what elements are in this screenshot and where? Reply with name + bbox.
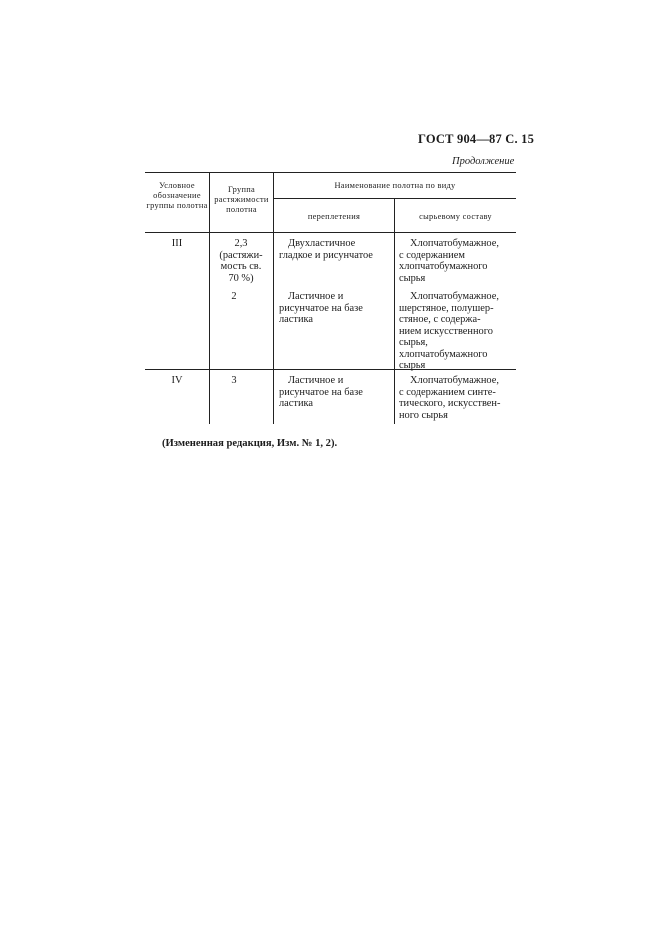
row1-weave: Двухластичное гладкое и рисунчатое (279, 238, 373, 261)
row2-raw: Хлопчатобумажное, шерстяное, полушер- стяное, с содержа- нием искусственного сырья, хлопчатобумажного сырья (399, 291, 499, 371)
row2-group: 2 (231, 291, 237, 302)
header-weave: переплетения (307, 212, 361, 221)
header-raw: сырьевому составу (419, 212, 492, 221)
header-group: Группа растяжимости полотна (214, 185, 269, 214)
header-name-group: Наименование полотна по виду (334, 181, 456, 190)
row1-raw: Хлопчатобумажное, с содержанием хлопчатобумажного сырья (399, 238, 499, 284)
row3-weave: Ластичное и рисунчатое на базе ластика (279, 375, 363, 409)
row1-group: 2,3 (растяжи- мость св. 70 %) (219, 238, 263, 284)
continuation-label: Продолжение (452, 156, 515, 167)
row3-group: 3 (231, 375, 237, 386)
column-divider-3 (394, 198, 395, 424)
table-top-rule (145, 172, 516, 173)
page-header: ГОСТ 904—87 С. 15 (418, 132, 535, 146)
row1-symbol: III (171, 238, 183, 249)
header-subrule (274, 198, 516, 199)
row3-raw: Хлопчатобумажное, с содержанием синте- тического, искусствен- ного сырья (399, 375, 501, 421)
header-bottom-rule (145, 232, 516, 233)
row2-weave: Ластичное и рисунчатое на базе ластика (279, 291, 363, 325)
row3-symbol: IV (171, 375, 183, 386)
header-symbol: Условное обозначение группы полотна (146, 181, 208, 210)
amendment-note: (Измененная редакция, Изм. № 1, 2). (162, 438, 338, 449)
